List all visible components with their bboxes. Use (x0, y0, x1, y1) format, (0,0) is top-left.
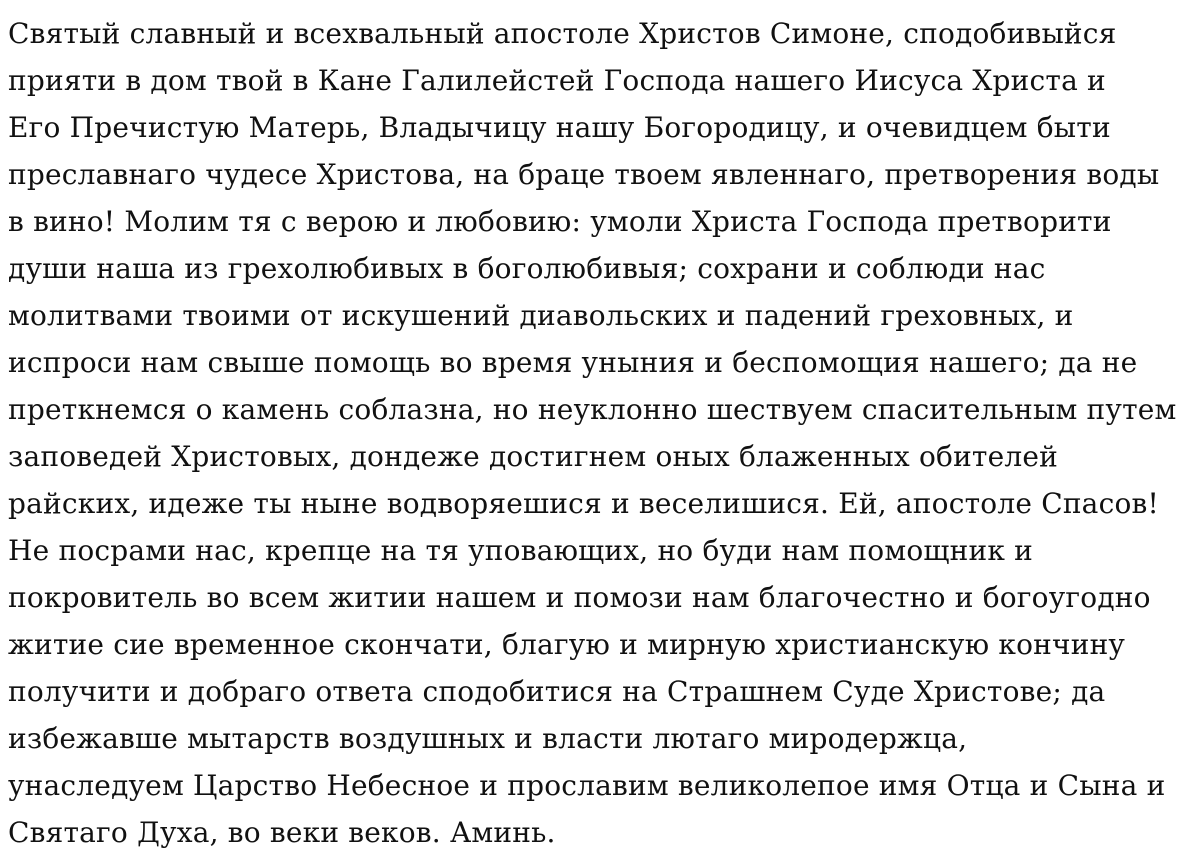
prayer-line: заповедей Христовых, дондеже достигнем оных блаженных обителей (8, 440, 1059, 473)
prayer-line: прияти в дом твой в Кане Галилейстей Господа нашего Иисуса Христа и (8, 64, 1106, 97)
prayer-line: Святый славный и всехвальный апостоле Христов Симоне, сподобивыйся (8, 17, 1117, 50)
prayer-text (8, 10, 1192, 856)
prayer-line: испроси нам свыше помощь во время уныния и беспомощия нашего; да не (8, 346, 1138, 379)
prayer-line: преславнаго чудесе Христова, на браце твоем явленнаго, претворения воды (8, 158, 1160, 191)
prayer-line: молитвами твоими от искушений диавольских и падений греховных, и (8, 299, 1074, 332)
prayer-line: унаследуем Царство Небесное и прославим великолепое имя Отца и Сына и (8, 769, 1166, 802)
prayer-line: райских, идеже ты ныне водворяешися и веселишися. Ей, апостоле Спасов! (8, 487, 1159, 520)
prayer-line: Святаго Духа, во веки веков. Аминь. (8, 816, 556, 849)
prayer-line: преткнемся о камень соблазна, но неуклонно шествуем спасительным путем (8, 393, 1177, 426)
prayer-line: души наша из грехолюбивых в боголюбивыя; сохрани и соблюди нас (8, 252, 1046, 285)
prayer-line: в вино! Молим тя с верою и любовию: умоли Христа Господа претворити (8, 205, 1112, 238)
prayer-line: получити и добраго ответа сподобитися на Страшнем Суде Христове; да (8, 675, 1106, 708)
prayer-line: покровитель во всем житии нашем и помози нам благочестно и богоугодно (8, 581, 1151, 614)
prayer-line: избежавше мытарств воздушных и власти лютаго миродержца, (8, 722, 968, 755)
prayer-line: Не посрами нас, крепце на тя уповающих, но буди нам помощник и (8, 534, 1034, 567)
prayer-line: житие сие временное скончати, благую и мирную христианскую кончину (8, 628, 1126, 661)
prayer-line: Его Пречистую Матерь, Владычицу нашу Богородицу, и очевидцем быти (8, 111, 1111, 144)
